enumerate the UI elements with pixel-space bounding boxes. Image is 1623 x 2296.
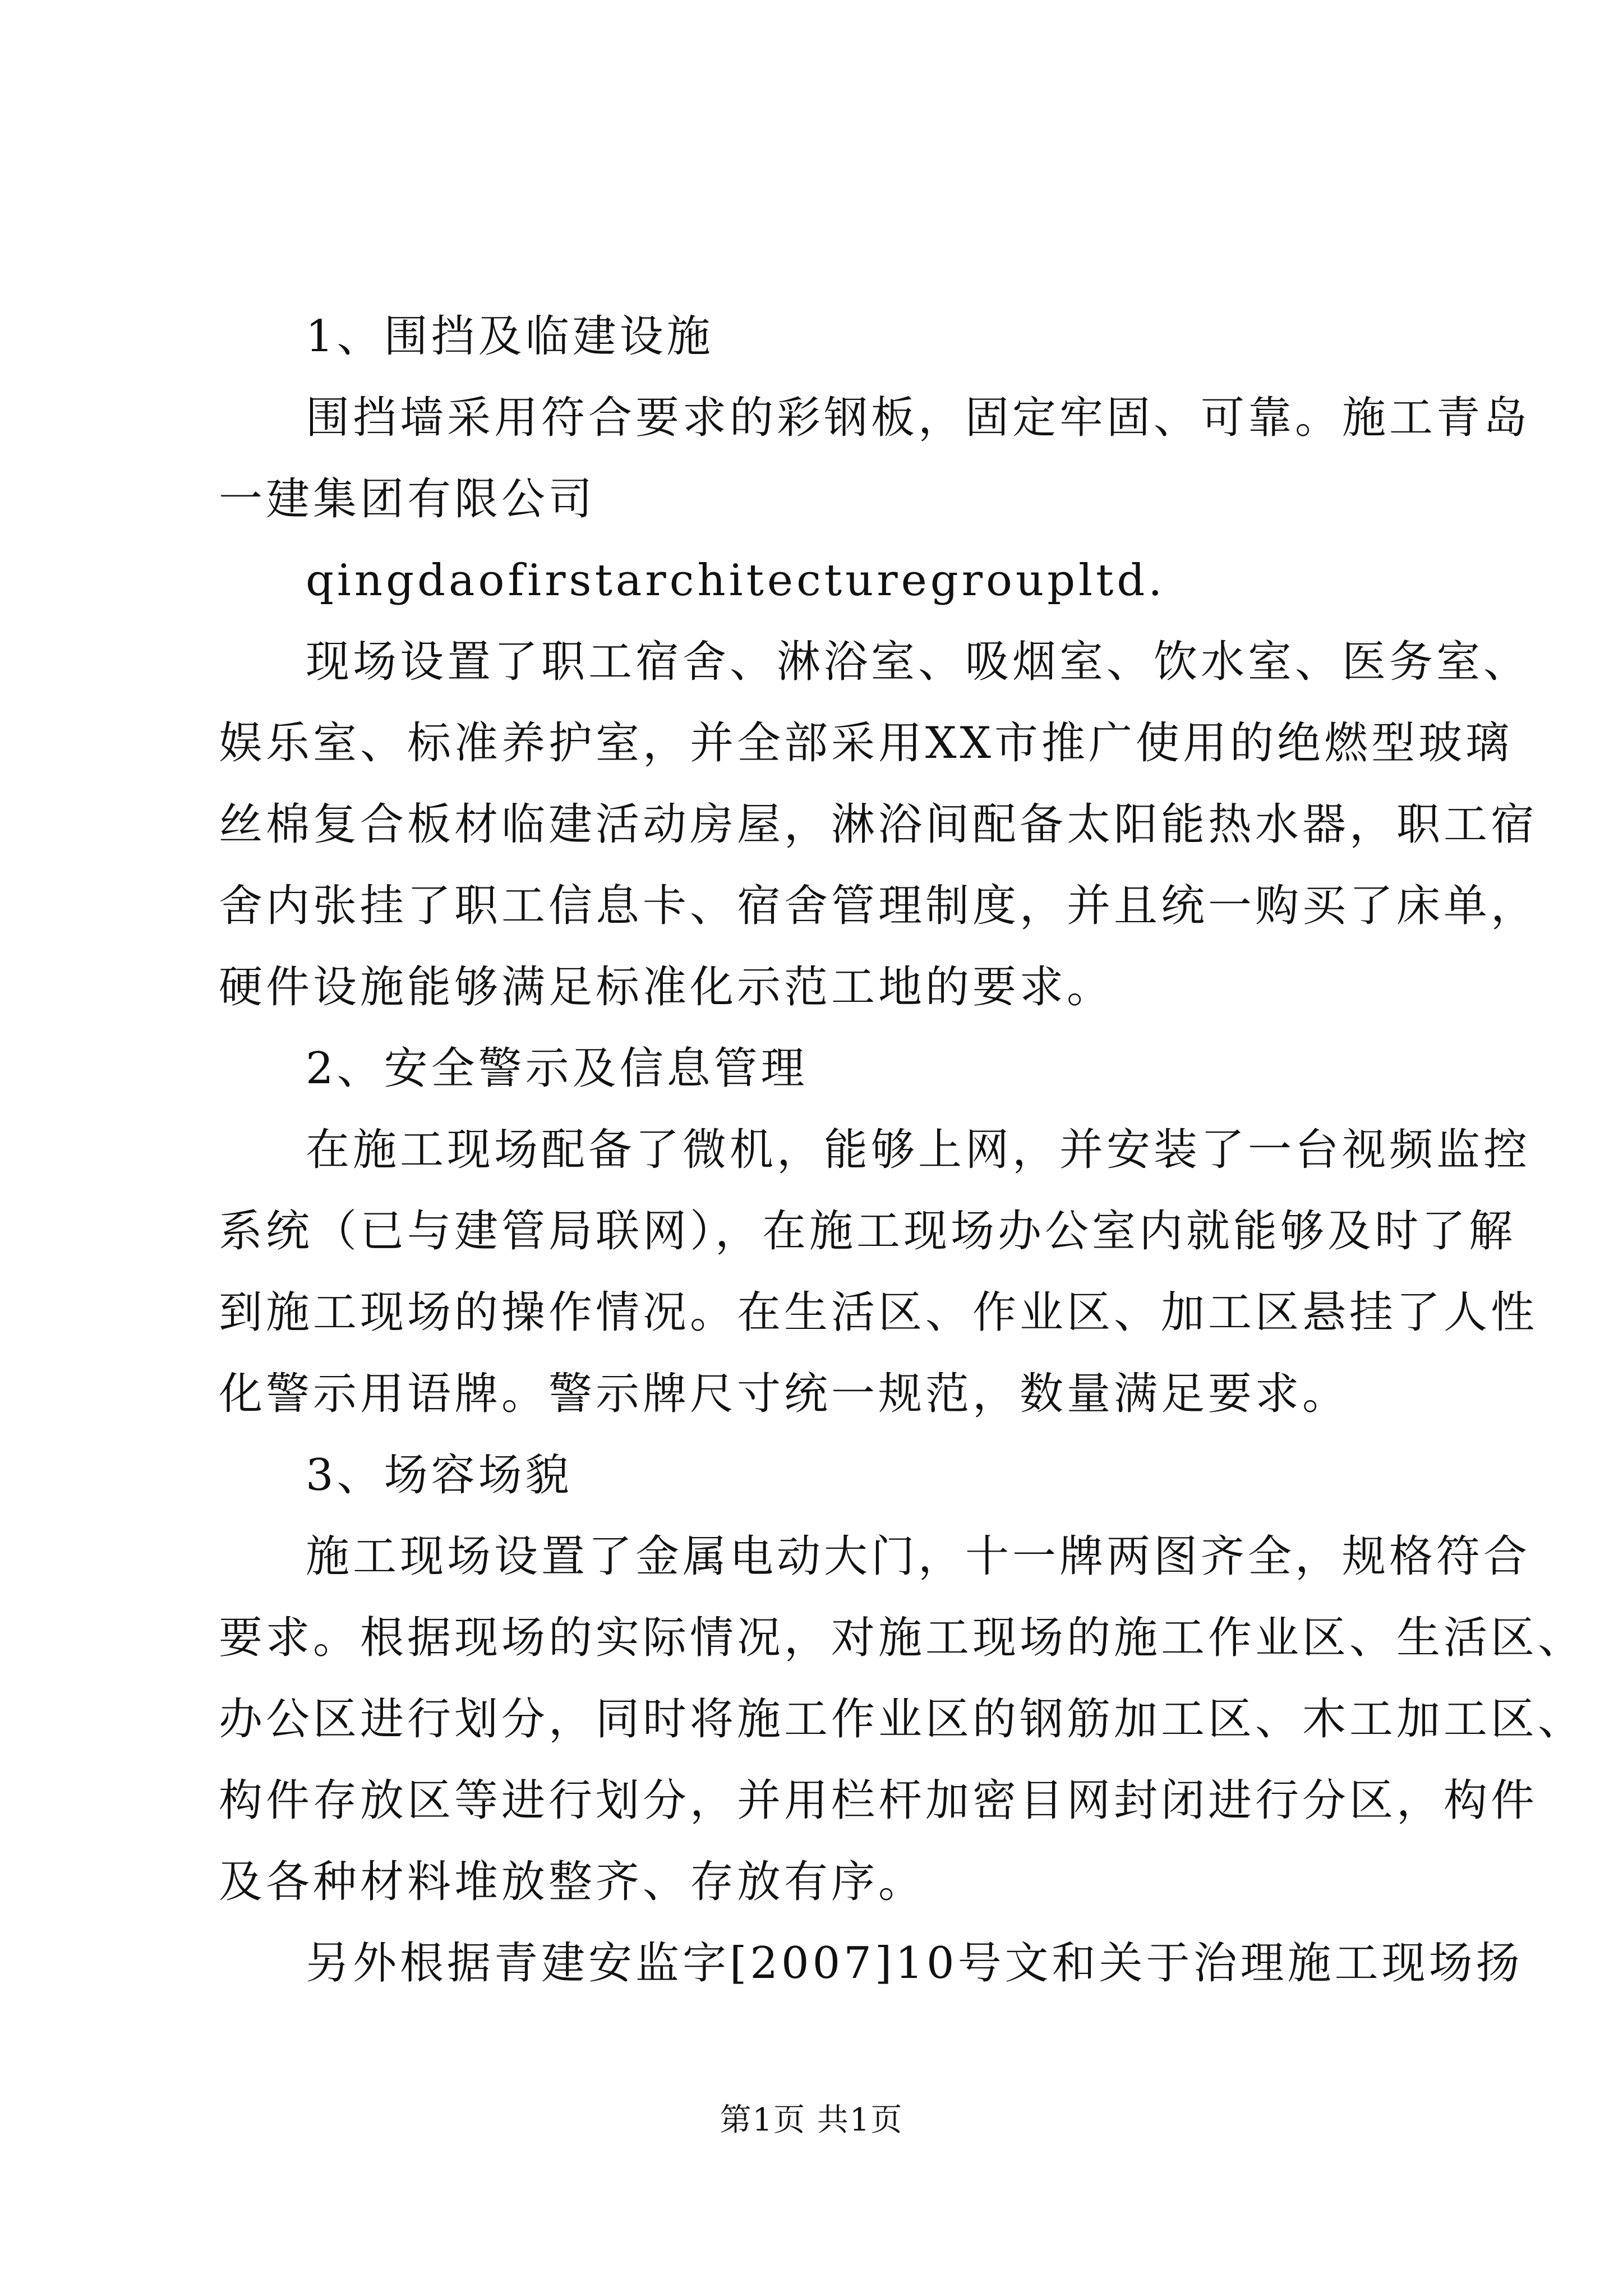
paragraph-line: 围挡墙采用符合要求的彩钢板，固定牢固、可靠。施工青岛 <box>306 393 1531 443</box>
paragraph-line: 构件存放区等进行划分，并用栏杆加密目网封闭进行分区，构件 <box>219 1775 1538 1826</box>
heading-3: 3、场容场貌 <box>306 1450 573 1501</box>
paragraph-line: 化警示用语牌。警示牌尺寸统一规范，数量满足要求。 <box>219 1369 1350 1419</box>
page-footer: 第1页 共1页 <box>720 2102 903 2138</box>
paragraph-line: qingdaofirstarchitecturegroupltd. <box>306 555 1166 606</box>
paragraph-line: 舍内张挂了职工信息卡、宿舍管理制度，并且统一购买了床单， <box>219 881 1538 931</box>
paragraph-line: 硬件设施能够满足标准化示范工地的要求。 <box>219 962 1114 1013</box>
heading-1: 1、围挡及临建设施 <box>306 311 714 362</box>
paragraph-line: 现场设置了职工宿舍、淋浴室、吸烟室、饮水室、医务室、 <box>306 637 1531 687</box>
paragraph-line: 丝棉复合板材临建活动房屋，淋浴间配备太阳能热水器，职工宿 <box>219 799 1538 850</box>
paragraph-line: 及各种材料堆放整齐、存放有序。 <box>219 1857 926 1907</box>
paragraph-line: 另外根据青建安监字[2007]10号文和关于治理施工现场扬 <box>306 1938 1523 1989</box>
paragraph-line: 施工现场设置了金属电动大门，十一牌两图齐全，规格符合 <box>306 1531 1531 1582</box>
paragraph-line: 到施工现场的操作情况。在生活区、作业区、加工区悬挂了人性 <box>219 1287 1538 1338</box>
paragraph-line: 要求。根据现场的实际情况，对施工现场的施工作业区、生活区、 <box>219 1613 1585 1663</box>
paragraph-line: 系统（已与建管局联网），在施工现场办公室内就能够及时了解 <box>219 1206 1516 1257</box>
paragraph-line: 娱乐室、标准养护室，并全部采用XX市推广使用的绝燃型玻璃 <box>219 718 1513 769</box>
heading-2: 2、安全警示及信息管理 <box>306 1043 808 1094</box>
paragraph-line: 办公区进行划分，同时将施工作业区的钢筋加工区、木工加工区、 <box>219 1694 1585 1745</box>
paragraph-line: 一建集团有限公司 <box>219 474 596 524</box>
paragraph-line: 在施工现场配备了微机，能够上网，并安装了一台视频监控 <box>306 1125 1531 1175</box>
